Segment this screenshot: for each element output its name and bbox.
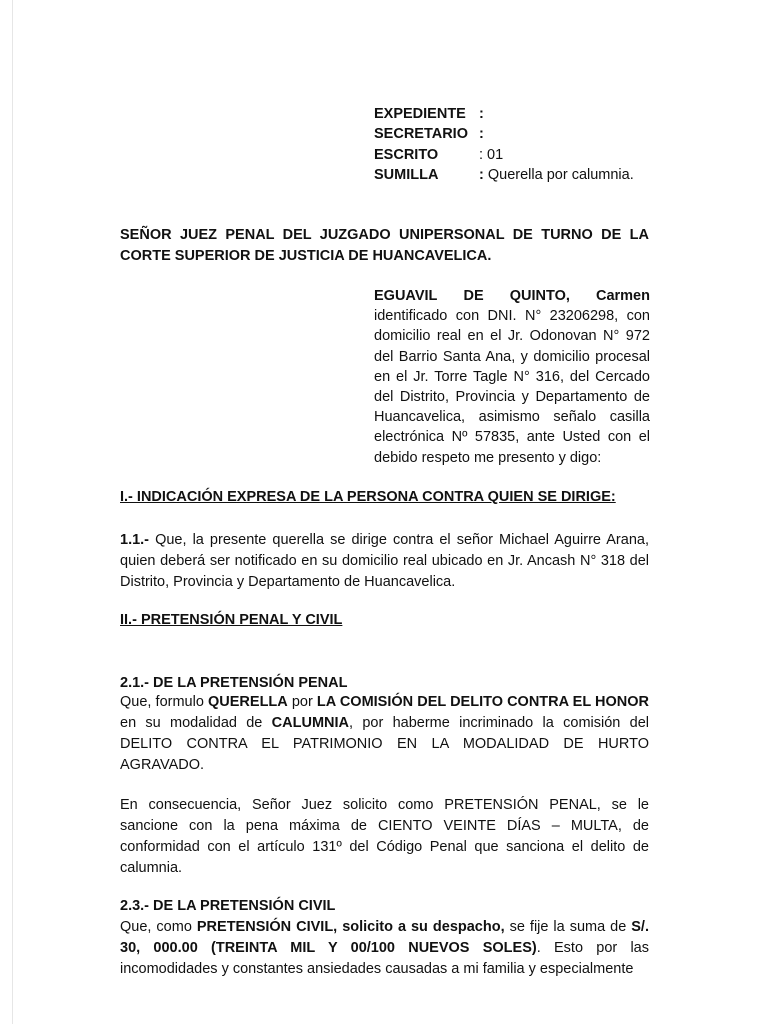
penal-text-1: Que, formulo: [120, 694, 208, 710]
civil-amount: S/. 30, 000.00 (TREINTA MIL Y 00/100 NUEVOS SOLES): [120, 919, 649, 956]
sumilla-colon: :: [479, 166, 484, 183]
penal-text-3: en su modalidad de: [120, 715, 272, 731]
civil-paragraph: [120, 917, 649, 980]
section2-heading: II.- PRETENSIÓN PENAL Y CIVIL: [120, 612, 343, 628]
escrito-value: : 01: [479, 146, 504, 163]
penal-text-4: , por haberme incriminado la comisión del DELITO CONTRA EL PATRIMONIO EN LA MODALIDAD DE HURTO AGRAVADO.: [120, 715, 649, 773]
penal-heading: 2.1.- DE LA PRETENSIÓN PENAL: [120, 675, 348, 691]
expediente-value: :: [479, 106, 484, 122]
petitioner-name-3: QUINTO,: [509, 288, 570, 304]
civil-text-3: . Esto por las incomodidades y constantes ansiedades causadas a mi familia y especialmente: [120, 940, 650, 977]
petitioner-name-4: Carmen: [595, 288, 650, 304]
petitioner-details: identificado con DNI. N° 23206298, con domicilio real en el Jr. Odonovan N° 972 del Barrio Santa Ana, y domicilio procesal en el Jr. Torre Tagle N° 316, del Cercado del Distrito, Provincia y Departamento de Huancavelica, asimismo señalo casilla electrónica Nº 57835, ante Usted con el debido respeto me presento y digo:: [374, 308, 650, 466]
civil-heading: 2.3.- DE LA PRETENSIÓN CIVIL: [120, 898, 336, 914]
consecuencia-paragraph: En consecuencia, Señor Juez solicito como PRETENSIÓN PENAL, se le sancione con la pena máxima de CIENTO VEINTE DÍAS – MULTA, de conformidad con el artículo 131º del Código Penal que sanciona el delito de calumnia.: [120, 797, 649, 876]
penal-querella: QUERELLA: [208, 694, 288, 710]
secretario-label: SECRETARIO: [374, 126, 468, 143]
section1-paragraph: [120, 530, 649, 593]
civil-pretension: PRETENSIÓN CIVIL, solicito a su despacho,: [196, 919, 505, 935]
expediente-label: EXPEDIENTE: [374, 106, 466, 122]
secretario-row: [374, 124, 634, 144]
petitioner-name-1: EGUAVIL: [374, 288, 438, 304]
penal-delito: LA COMISIÓN DEL DELITO CONTRA EL HONOR: [316, 694, 650, 710]
penal-calumnia: CALUMNIA: [271, 715, 349, 731]
secretario-value: :: [479, 126, 484, 143]
expediente-row: [374, 104, 634, 124]
section1-text: Que, la presente querella se dirige contra el señor Michael Aguirre Arana, quien deberá ser notificado en su domicilio real ubicado en Jr. Ancash N° 318 del Distrito, Provincia y Departamento de Huancavelica.: [120, 532, 649, 590]
petitioner-name-2: DE: [463, 288, 484, 304]
case-header: [374, 104, 634, 185]
civil-text-2: se fije la suma de: [504, 919, 632, 935]
civil-text-1: Que, como: [120, 919, 197, 935]
page-edge-line: [12, 0, 13, 1024]
petitioner-name: [374, 286, 650, 306]
section1-number: 1.1.-: [120, 532, 150, 548]
penal-text-2: por: [287, 694, 317, 710]
penal-paragraph: [120, 692, 649, 776]
escrito-label: ESCRITO: [374, 146, 439, 163]
sumilla-row: [374, 165, 634, 185]
escrito-row: [374, 145, 634, 165]
sumilla-label: SUMILLA: [374, 166, 439, 183]
sumilla-value: Querella por calumnia.: [483, 166, 634, 183]
addressee: SEÑOR JUEZ PENAL DEL JUZGADO UNIPERSONAL DE TURNO DE LA CORTE SUPERIOR DE JUSTICIA DE HUANCAVELICA.: [120, 227, 649, 264]
petitioner-block: [374, 286, 650, 468]
section1-heading: I.- INDICACIÓN EXPRESA DE LA PERSONA CONTRA QUIEN SE DIRIGE:: [120, 489, 616, 505]
